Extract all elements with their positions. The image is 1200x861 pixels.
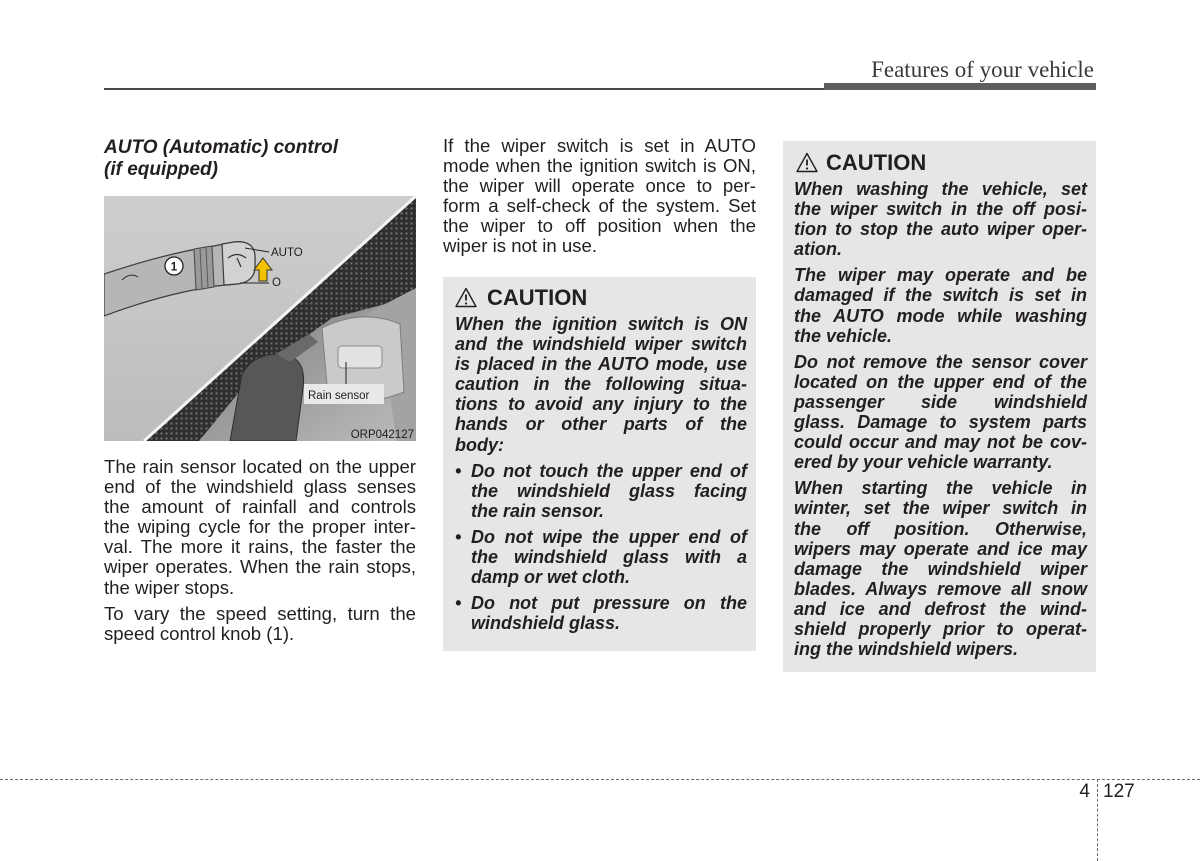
knob-number: 1: [170, 261, 178, 274]
text-line: the windshield glass facing: [471, 480, 747, 501]
text-line: body:: [455, 434, 504, 455]
caution-body: [455, 314, 747, 633]
text-line: shield properly prior to operat-: [794, 618, 1087, 639]
footer-dashed-divider: [1097, 779, 1098, 861]
section-heading: [104, 137, 416, 181]
text-line: glass. Damage to system parts: [794, 412, 1087, 433]
caution-paragraph: [794, 478, 1087, 659]
text-line: speed control knob (1).: [104, 622, 295, 644]
text-line: mode when the ignition switch is ON,: [443, 155, 756, 177]
text-line: wiper operates. When the rain stops,: [104, 556, 416, 578]
text-line: Do not wipe the upper end of: [471, 526, 747, 547]
bullet-marker: •: [455, 460, 462, 481]
rain-sensor-label: Rain sensor: [308, 390, 370, 402]
paragraph: [104, 604, 416, 644]
text-line: wipers may operate and ice may: [794, 538, 1087, 559]
auto-mode-paragraph: [443, 136, 756, 257]
text-line: blades. Always remove all snow: [794, 578, 1087, 599]
text-line: end of the windshield glass senses: [104, 476, 416, 498]
text-line: When starting the vehicle in: [794, 478, 1087, 499]
bullet-marker: •: [455, 593, 462, 614]
footer-dashed-rule: [0, 779, 1200, 780]
caution-box-washing: [783, 141, 1096, 672]
text-line: the rain sensor.: [471, 500, 605, 521]
caution-paragraph: [794, 265, 1087, 345]
text-line: ation.: [794, 239, 842, 260]
text-line: Do not touch the upper end of: [471, 460, 747, 481]
caution-paragraph: [794, 179, 1087, 259]
text-line: the wiper switch in the off posi-: [794, 199, 1087, 220]
auto-position-label: AUTO: [271, 247, 303, 259]
bullet-item: [455, 593, 747, 633]
text-line: form a self-check of the system. Set: [443, 195, 756, 217]
stalk-end-cap: [222, 242, 255, 285]
wiper-rain-sensor-illustration: [104, 196, 416, 441]
text-line: the AUTO mode while washing: [794, 305, 1087, 326]
text-line: If the wiper switch is set in AUTO: [443, 135, 756, 156]
text-line: val. The more it rains, the faster the: [104, 536, 416, 558]
text-line: and the windshield wiper switch: [455, 334, 747, 355]
text-line: the vehicle.: [794, 325, 893, 346]
bullet-item: [455, 527, 747, 587]
text-line: ered by your vehicle warranty.: [794, 452, 1053, 473]
warning-triangle-icon: [455, 287, 477, 308]
off-position-label: O: [272, 277, 281, 289]
warning-triangle-icon: [796, 152, 818, 173]
caution-body: [794, 179, 1087, 659]
heading-line: (if equipped): [104, 159, 218, 180]
text-line: windshield glass.: [471, 613, 621, 634]
caution-title: CAUTION: [487, 285, 588, 310]
text-line: Do not remove the sensor cover: [794, 351, 1087, 372]
text-line: To vary the speed setting, turn the: [104, 602, 416, 624]
text-line: tions to avoid any injury to the: [455, 394, 747, 415]
caution-box-ignition: [443, 277, 756, 651]
text-line: is placed in the AUTO mode, use: [455, 354, 747, 375]
text-line: When washing the vehicle, set: [794, 179, 1087, 199]
text-line: hands or other parts of the: [455, 414, 747, 435]
text-line: the wiping cycle for the proper inter-: [104, 516, 416, 538]
page-number: 127: [1103, 781, 1135, 802]
text-line: tion to stop the auto wiper oper-: [794, 219, 1087, 240]
text-line: caution in the following situa-: [455, 374, 747, 395]
text-line: the wiper to off position when the: [443, 215, 756, 237]
caution-paragraph: [794, 352, 1087, 473]
bullet-item: [455, 461, 747, 521]
text-line: the wiper stops.: [104, 576, 235, 598]
text-line: the off position. Otherwise,: [794, 518, 1087, 539]
paragraph: [104, 457, 416, 598]
caution-intro: [455, 314, 747, 455]
caution-title: CAUTION: [826, 150, 927, 175]
text-line: located on the upper end of the: [794, 371, 1087, 392]
text-line: passenger side windshield: [794, 391, 1087, 412]
text-line: the wiper will operate once to per-: [443, 175, 756, 197]
rain-sensor: [338, 346, 382, 368]
text-line: the windshield glass with a: [471, 547, 747, 568]
text-line: wiper is not in use.: [443, 235, 597, 257]
section-title: Features of your vehicle: [871, 57, 1094, 82]
heading-line: AUTO (Automatic) control: [104, 137, 338, 158]
text-line: ing the windshield wipers.: [794, 639, 1019, 660]
text-line: winter, set the wiper switch in: [794, 498, 1087, 519]
chapter-number: 4: [1079, 781, 1090, 802]
header-rule-accent: [824, 83, 1096, 90]
text-line: and ice and defrost the wind-: [794, 598, 1087, 619]
text-line: the amount of rainfall and controls: [104, 496, 416, 518]
text-line: damaged if the switch is set in: [794, 285, 1087, 306]
bullet-marker: •: [455, 526, 462, 547]
text-line: Do not put pressure on the: [471, 593, 747, 614]
speed-control-ring: [194, 246, 214, 290]
figure-code: ORP042127: [350, 429, 414, 441]
text-line: The rain sensor located on the upper: [104, 456, 416, 477]
text-line: could occur and may not be cov-: [794, 432, 1087, 453]
rain-sensor-description: [104, 457, 416, 644]
text-line: damp or wet cloth.: [471, 567, 631, 588]
text-line: The wiper may operate and be: [794, 265, 1087, 286]
text-line: When the ignition switch is ON: [455, 314, 747, 334]
text-line: damage the windshield wiper: [794, 558, 1087, 579]
